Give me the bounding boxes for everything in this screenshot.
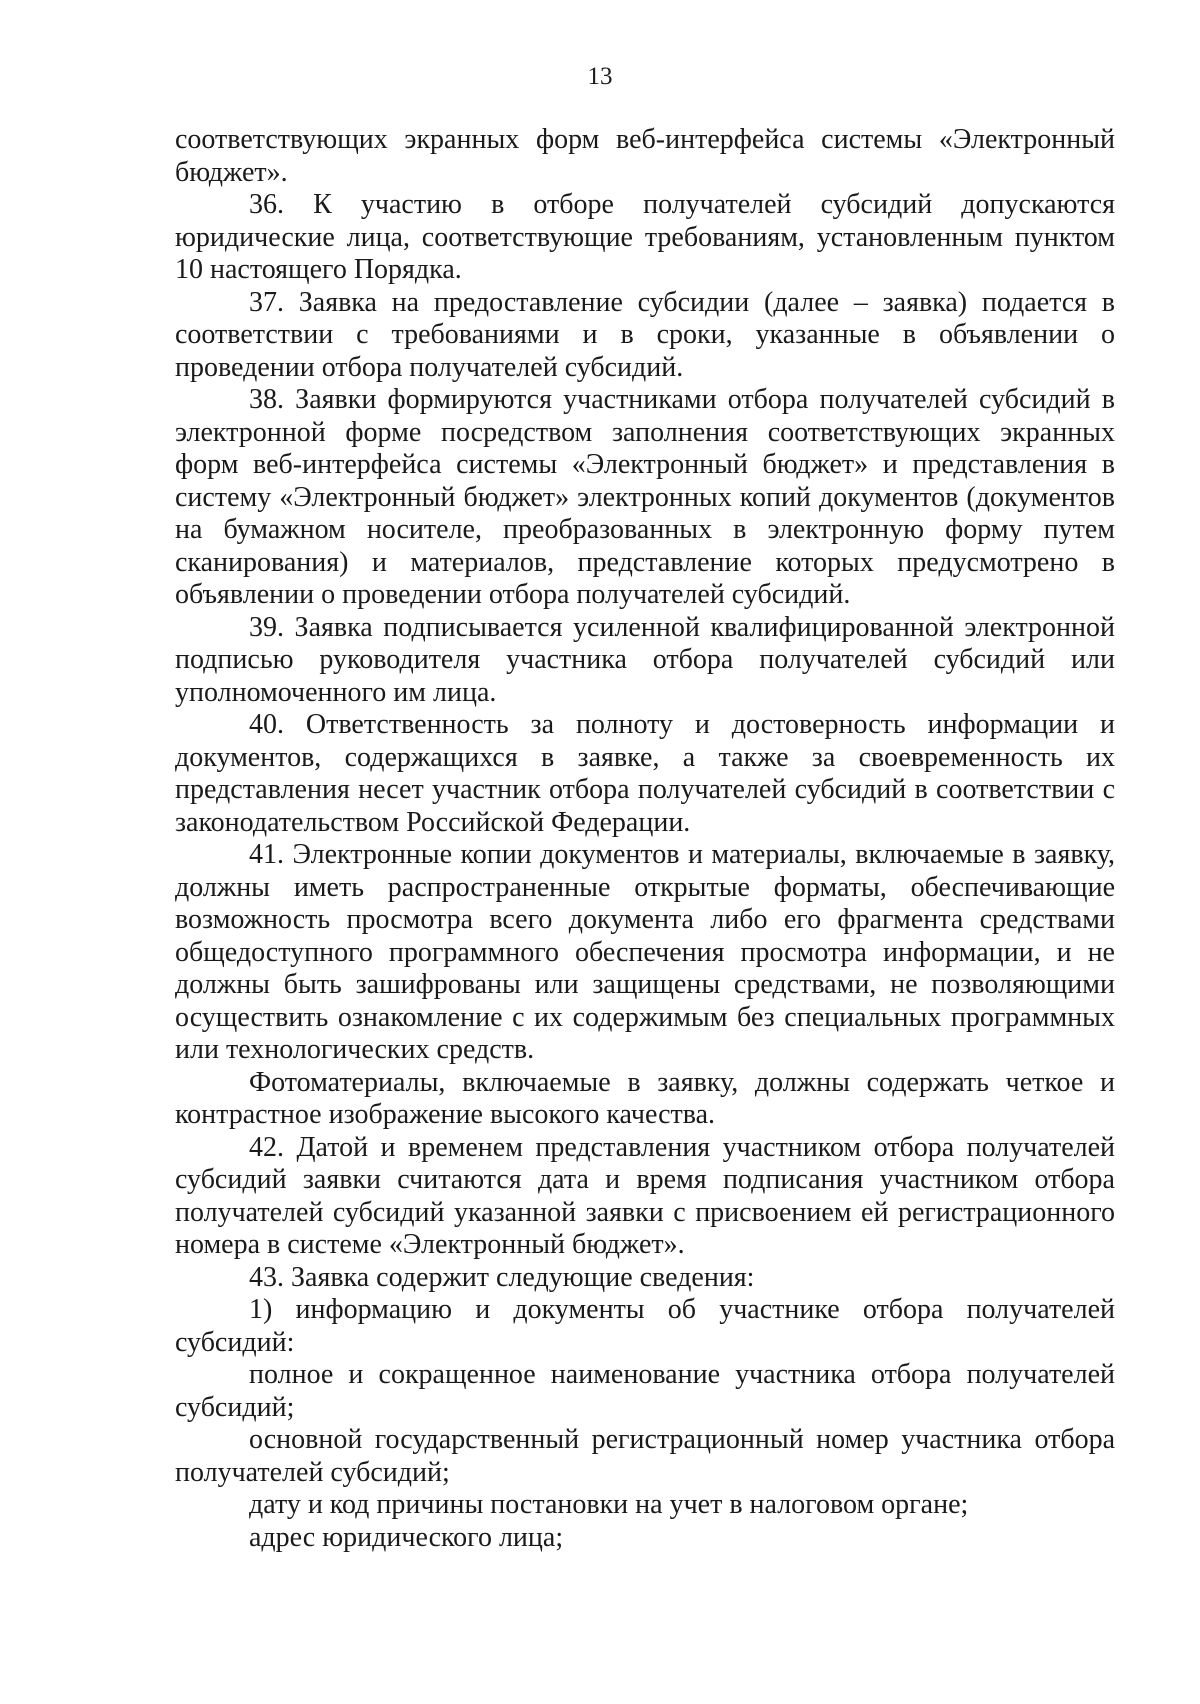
paragraph-item-39: 39. Заявка подписывается усиленной квалифицированной электронной подписью руководителя участника отбора получателей субсидий или уполномоченного им лица. <box>175 611 1115 708</box>
paragraph-full-name: полное и сокращенное наименование участника отбора получателей субсидий; <box>175 1359 1115 1423</box>
paragraph-item-36: 36. К участию в отборе получателей субсидий допускаются юридические лица, соответствующие требованиям, установленным пунктом 10 настоящего Порядка. <box>175 189 1115 285</box>
paragraph-item-38: 38. Заявки формируются участниками отбора получателей субсидий в электронной форме посредством заполнения соответствующих экранных форм веб-интерфейса системы «Электронный бюджет» и представления в систему «Электронный бюджет» электронных копий документов (документов на бумажном носителе, преобразованных в электронную форму путем сканирования) и материалов, представление которых предусмотрено в объявлении о проведении отбора получателей субсидий. <box>175 384 1115 610</box>
document-body <box>175 124 1115 1554</box>
paragraph-subitem-1: 1) информацию и документы об участнике отбора получателей субсидий: <box>175 1294 1115 1358</box>
page-number: 13 <box>587 63 613 90</box>
paragraph-item-43: 43. Заявка содержит следующие сведения: <box>249 1261 755 1293</box>
paragraph-ogrn: основной государственный регистрационный номер участника отбора получателей субсидий; <box>175 1424 1115 1488</box>
paragraph-item-41: 41. Электронные копии документов и материалы, включаемые в заявку, должны иметь распространенные открытые форматы, обеспечивающие возможность просмотра всего документа либо его фрагмента средствами общедоступного программного обеспечения просмотра информации, и не должны быть зашифрованы или защищены средствами, не позволяющими осуществить ознакомление с их содержимым без специальных программных или технологических средств. <box>175 839 1115 1065</box>
paragraph-item-40: 40. Ответственность за полноту и достоверность информации и документов, содержащихся в заявке, а также за своевременность их представления несет участник отбора получателей субсидий в соответствии с законодательством Российской Федерации. <box>175 709 1115 838</box>
paragraph-legal-address: адрес юридического лица; <box>249 1521 564 1553</box>
paragraph-item-37: 37. Заявка на предоставление субсидии (далее – заявка) подается в соответствии с требованиями и в сроки, указанные в объявлении о проведении отбора получателей субсидий. <box>175 286 1115 383</box>
paragraph-photo-materials: Фотоматериалы, включаемые в заявку, должны содержать четкое и контрастное изображение высокого качества. <box>175 1066 1115 1130</box>
paragraph-item-42: 42. Датой и временем представления участником отбора получателей субсидий заявки считаются дата и время подписания участником отбора получателей субсидий указанной заявки с присвоением ей регистрационного номера в системе «Электронный бюджет». <box>175 1131 1115 1260</box>
paragraph-tax-registration: дату и код причины постановки на учет в налоговом органе; <box>249 1489 969 1520</box>
paragraph-continuation: соответствующих экранных форм веб-интерфейса системы «Электронный бюджет». <box>175 124 1115 188</box>
